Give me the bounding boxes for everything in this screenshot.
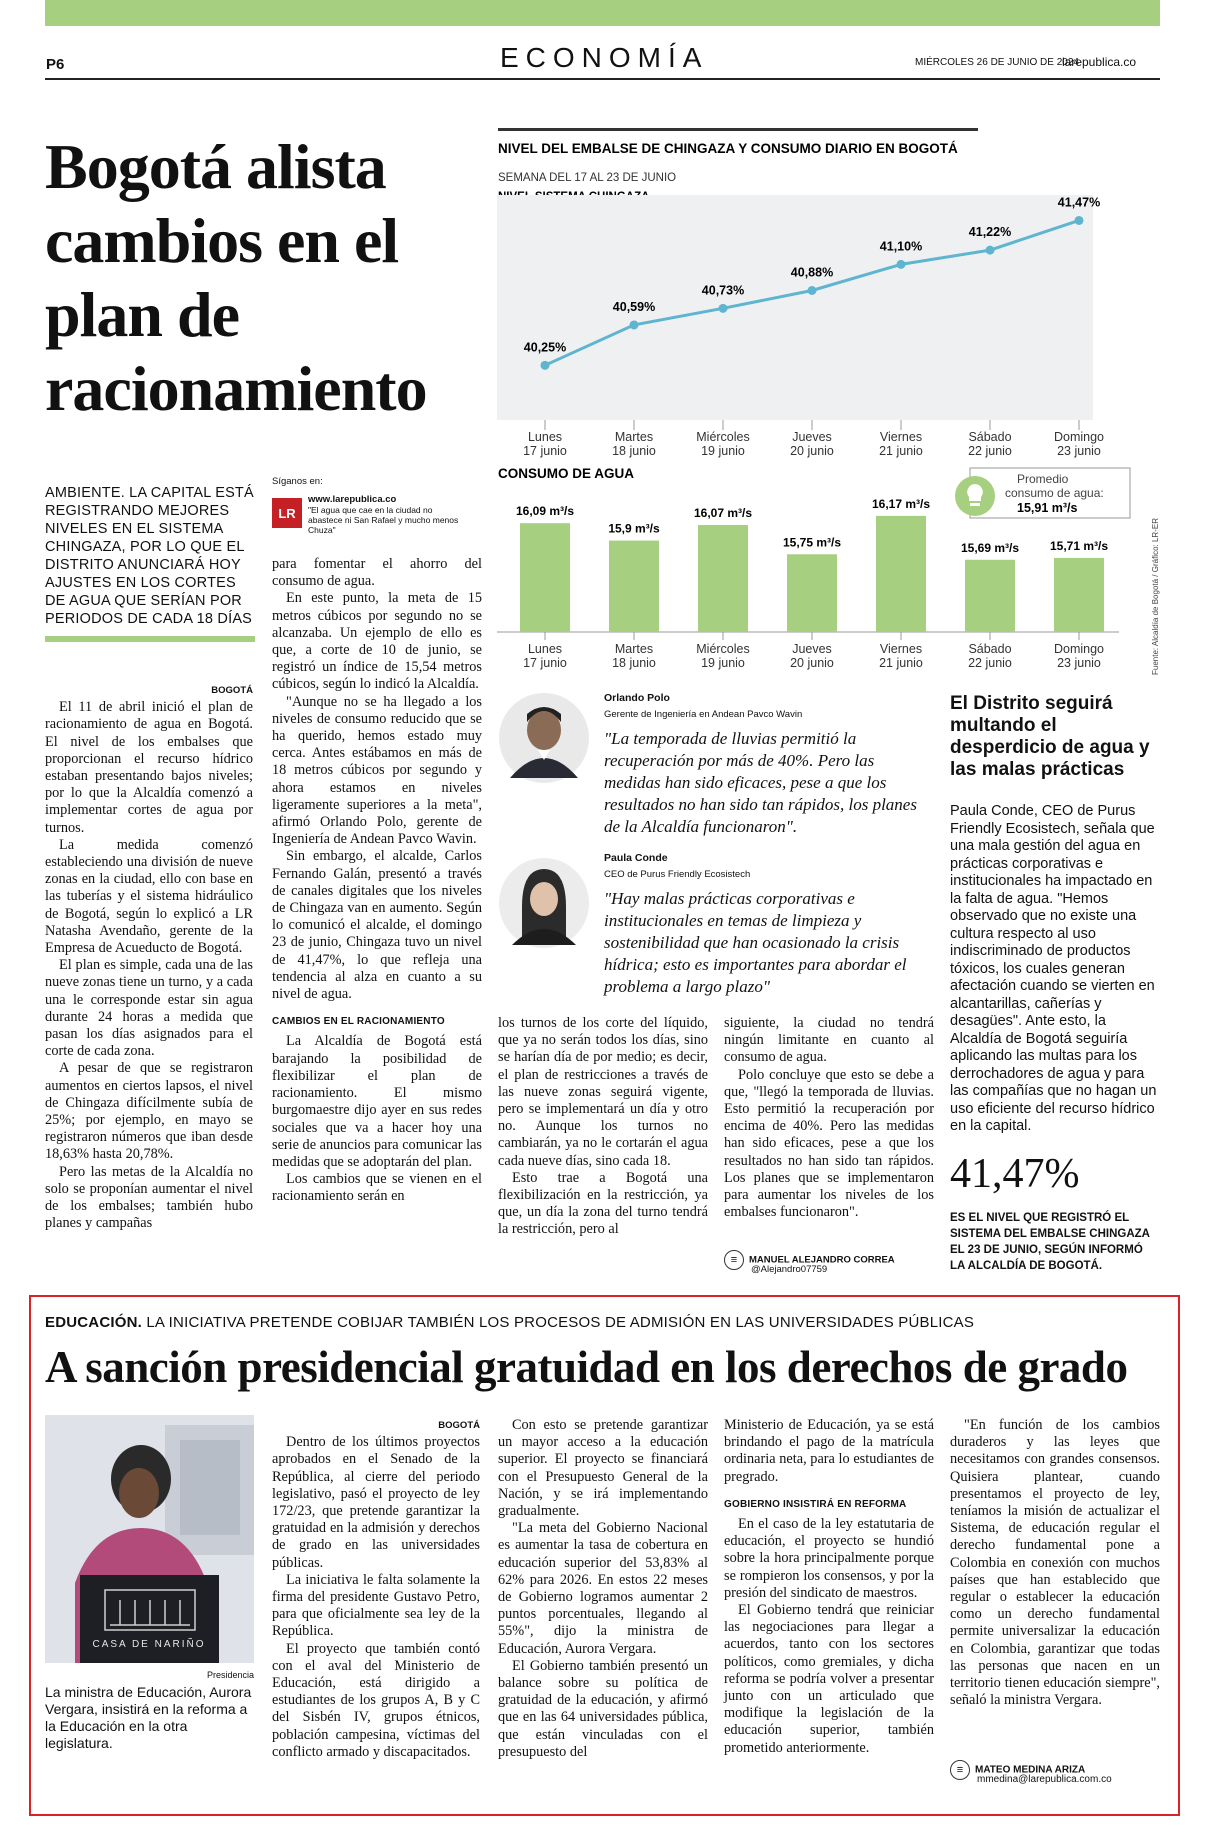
paragraph: El plan es simple, cada una de las nueve zonas tiene un turno, y a cada una le corresponde estar sin agua durante 24 horas a medida que pasan los días asignados para el corte de cada zona. bbox=[45, 957, 253, 1060]
x-tick-label: Viernes bbox=[879, 642, 923, 656]
average-label: Promedio consumo de agua: bbox=[1005, 472, 1104, 500]
paragraph: El Gobierno tendrá que reiniciar las negociaciones para llegar a acuerdos, tanto con los sectores políticos, como gremiales, y dicha reforma se podría volver a presentar junto con un articulado que modifique la legislación de la educación superior, también prometido anteriormente. bbox=[724, 1602, 934, 1756]
comment-icon: ≡ bbox=[724, 1250, 744, 1270]
quote-block-1 bbox=[604, 692, 934, 838]
portrait-icon bbox=[498, 857, 590, 949]
paragraph: Con esto se pretende garantizar un mayor acceso a la educación superior. El proyecto se financiará con el Presupuesto General de la Nación, y se irá implementando gradualmente. bbox=[498, 1417, 708, 1520]
subhead: CAMBIOS EN EL RACIONAMIENTO bbox=[272, 1016, 445, 1028]
x-tick-label: 21 junio bbox=[879, 656, 923, 670]
sidebar-big-caption: ES EL NIVEL QUE REGISTRÓ EL SISTEMA DEL EMBALSE CHINGAZA EL 23 DE JUNIO, SEGÚN INFORMÓ LA ALCALDÍA DE BOGOTÁ. bbox=[950, 1212, 1150, 1272]
edition-date: MIÉRCOLES 26 DE JUNIO DE 2024 bbox=[915, 57, 1079, 68]
bar-label: 16,07 m³/s bbox=[693, 506, 753, 521]
x-tick-label: Lunes bbox=[527, 642, 563, 656]
x-tick-label: 20 junio bbox=[790, 444, 834, 458]
paragraph: Esto trae a Bogotá una flexibilización en la restricción, ya que, un día la zona del turno tendrá la restricción, pero al bbox=[498, 1169, 708, 1238]
follow-label: Síganos en: bbox=[272, 476, 323, 487]
main-headline: Bogotá alista cambios en el plan de racionamiento bbox=[45, 131, 427, 424]
quote-role: Gerente de Ingeniería en Andean Pavco Wavin bbox=[604, 709, 803, 720]
paragraph: El proyecto que también contó con el aval del Ministerio de Educación, está dirigido a estudiantes de los grupos A, B y C del Sisbén IV, grupos étnicos, población campesina, víctimas del conflicto armado y discapacitados. bbox=[272, 1640, 480, 1760]
data-point bbox=[630, 320, 639, 329]
x-tick-label: 18 junio bbox=[612, 656, 656, 670]
paragraph: En este punto, la meta de 15 metros cúbicos por segundo no se alcanzaba. Un ejemplo de ello es que, a corte de 10 de junio, se registró un índice de 15,54 metros cúbicos, según lo indicó la Alcaldía. bbox=[272, 590, 482, 693]
bar-label: 15,9 m³/s bbox=[608, 521, 660, 536]
data-label: 41,47% bbox=[1057, 195, 1101, 210]
x-tick-label: Domingo bbox=[1053, 642, 1105, 656]
x-tick-label: Sábado bbox=[968, 642, 1012, 656]
chart-title: NIVEL DEL EMBALSE DE CHINGAZA Y CONSUMO DIARIO EN BOGOTÁ bbox=[498, 141, 958, 156]
data-point bbox=[541, 361, 550, 370]
water-consumption-chart bbox=[495, 460, 1175, 690]
x-tick-label: 18 junio bbox=[612, 444, 656, 458]
paragraph: "La meta del Gobierno Nacional es aumentar la tasa de cobertura en educación superior del 53,83% al 62% para 2026. En estos 22 meses de Gobierno logramos aumentar 2 puntos porcentuales, llegando al 55%", dijo la ministra de Educación, Aurora Vergara. bbox=[498, 1520, 708, 1657]
average-value: 15,91 m³/s bbox=[1017, 501, 1078, 515]
paragraph: El 11 de abril inició el plan de racionamiento de agua en Bogotá. El nivel de los embalses que proporcionan el recurso hídrico estaban presentando bajos niveles; por lo que la Alcaldía comenzó a implementar cortes de agua por turnos. bbox=[45, 699, 253, 836]
chingaza-level-chart bbox=[495, 125, 1125, 458]
article-column-3 bbox=[498, 1015, 708, 1239]
data-label: 40,88% bbox=[790, 265, 834, 280]
chart-subtitle: SEMANA DEL 17 AL 23 DE JUNIO bbox=[498, 172, 677, 184]
x-tick-label: Domingo bbox=[1053, 430, 1105, 444]
article-author bbox=[724, 1250, 934, 1275]
x-axis-labels bbox=[523, 420, 1104, 458]
dateline-location: BOGOTÁ bbox=[438, 1420, 480, 1431]
bar bbox=[965, 560, 1015, 632]
author-name: MANUEL ALEJANDRO CORREA bbox=[749, 1254, 895, 1266]
x-tick-label: Lunes bbox=[527, 430, 563, 444]
data-label: 41,22% bbox=[968, 225, 1012, 240]
article-column-4 bbox=[724, 1015, 934, 1221]
data-label: 40,73% bbox=[701, 283, 745, 298]
chart-top-rule bbox=[498, 128, 978, 131]
paragraph: A pesar de que se registraron aumentos en ciertos lapsos, el nivel de Chingaza difícilmente subía de 25%; por ejemplo, en mayo se registraron números que iban desde 18,63% hasta 20,78%. bbox=[45, 1060, 253, 1163]
article-lead bbox=[45, 484, 255, 628]
avatar-paula-conde bbox=[498, 857, 590, 949]
data-point bbox=[986, 246, 995, 255]
paragraph: "En función de los cambios duraderos y las leyes que necesitamos con grandes consensos. Quisiera plantear, cuando presentamos el proyecto de ley, teníamos la misión de actualizar el Sistema, de educación regular el derecho fundamental pone a Colombia en conexión con muchos países que han establecido que regular o establecer la educación como un derecho fundamental permite universalizar la educación en Colombia, garantizar que todas las personas que nacen en un territorio tienen educación siempre", señaló la ministra Vergara. bbox=[950, 1417, 1160, 1709]
lead-rule bbox=[45, 636, 255, 642]
chart-source: Fuente: Alcaldía de Bogotá / Gráfico: LR-ER bbox=[1151, 518, 1160, 675]
paragraph: Sin embargo, el alcalde, Carlos Fernando Galán, presentó a través de canales digitales que los niveles de Chingaza van en aumento. Según lo comunicó el alcalde, el domingo 23 de junio, Chingaza tuvo un nivel de 41,47%, lo que refleja una tendencia al alza en cuanto a su nivel de agua. bbox=[272, 848, 482, 1003]
education-kicker bbox=[45, 1314, 974, 1331]
bar-label: 15,71 m³/s bbox=[1049, 538, 1109, 553]
data-label: 41,10% bbox=[879, 239, 923, 254]
paragraph: El Gobierno también presentó un balance sobre su política de gratuidad de la educación, y afirmó que en las 64 universidades pública, que están vinculadas con el presupuesto del bbox=[498, 1657, 708, 1760]
x-tick-label: 17 junio bbox=[523, 444, 567, 458]
sidebar-big-number: 41,47% bbox=[950, 1151, 1080, 1197]
avatar-orlando-polo bbox=[498, 692, 590, 784]
x-tick-label: Martes bbox=[614, 642, 654, 656]
sidebar-headline: El Distrito seguirá multando el desperdicio de agua y las malas prácticas bbox=[950, 693, 1150, 780]
education-column-2 bbox=[498, 1417, 708, 1761]
paragraph: "Aunque no se ha llegado a los niveles de consumo reducido que se ha querido, hemos estado muy cerca. Antes estábamos en más de 18 metros cúbicos por segundo y ahora estamos en niveles ligeramente superiores a la meta", afirmó Orlando Polo, gerente de Ingeniería de Andean Pavco Wavin. bbox=[272, 693, 482, 848]
bar bbox=[520, 523, 570, 632]
header-rule bbox=[45, 78, 1160, 80]
quote-name: Paula Conde bbox=[604, 852, 668, 864]
quote-text: "La temporada de lluvias permitió la recuperación por más de 40%. Pero las medidas han sido eficaces, pese a que los resultados no han sido tan rápidos, los planes de la Alcaldía funcionaron". bbox=[604, 729, 917, 836]
data-point bbox=[808, 286, 817, 295]
paragraph: Polo concluye que esto se debe a que, "llegó la temporada de lluvias. Esto permitió la recuperación por encima de 40%. Pero las medidas han sido eficaces, pese a que los resultados no han sido tan rápidos. Los planes que se implementaron para aumentar los niveles de los embalses funcionaron". bbox=[724, 1066, 934, 1221]
bar-label: 16,09 m³/s bbox=[515, 504, 575, 519]
portrait-icon bbox=[498, 692, 590, 784]
paragraph: La Alcaldía de Bogotá está barajando la posibilidad de flexibilizar el plan de racionamiento. El mismo burgomaestre dijo ayer en sus redes sociales que va a hacer hoy una serie de anuncios para comunicar las medidas que se adoptarán del plan. bbox=[272, 1033, 482, 1170]
bar-chart-title: CONSUMO DE AGUA bbox=[498, 466, 635, 481]
dateline-location: BOGOTÁ bbox=[211, 685, 253, 696]
data-point bbox=[719, 304, 728, 313]
photo-illustration bbox=[45, 1415, 254, 1663]
kicker-text: LA INICIATIVA PRETENDE COBIJAR TAMBIÉN LOS PROCESOS DE ADMISIÓN EN LAS UNIVERSIDADES PÚBLICAS bbox=[146, 1314, 975, 1331]
data-label: 40,25% bbox=[523, 340, 567, 355]
line-area-group bbox=[497, 195, 1100, 420]
x-tick-label: Viernes bbox=[879, 430, 923, 444]
data-point bbox=[1075, 216, 1084, 225]
paragraph: Pero las metas de la Alcaldía no solo se proponían aumentar el nivel de los embalses; también hubo planes y campañas bbox=[45, 1163, 253, 1232]
paragraph: para fomentar el ahorro del consumo de agua. bbox=[272, 556, 482, 590]
bar-label: 15,75 m³/s bbox=[782, 535, 842, 550]
top-color-bar bbox=[45, 0, 1160, 26]
x-tick-label: Miércoles bbox=[696, 642, 750, 656]
paragraph: Dentro de los últimos proyectos aprobados en el Senado de la República, al cierre del periodo legislativo, pasó el proyecto de ley 172/23, que pretende garantizar la gratuidad en la admisión y derechos de grado en las universidades públicas. bbox=[272, 1434, 480, 1571]
bar-x-axis-labels bbox=[523, 632, 1104, 670]
data-label: 40,59% bbox=[612, 299, 656, 314]
podium-text: CASA DE NARIÑO bbox=[92, 1639, 206, 1650]
subhead: GOBIERNO INSISTIRÁ EN REFORMA bbox=[724, 1498, 907, 1510]
x-tick-label: 23 junio bbox=[1057, 444, 1101, 458]
paragraph: Los cambios que se vienen en el racionamiento serán en bbox=[272, 1171, 482, 1205]
page-number: P6 bbox=[46, 56, 65, 73]
quote-name: Orlando Polo bbox=[604, 692, 670, 704]
photo-credit: Presidencia bbox=[206, 1670, 254, 1680]
bars-group bbox=[497, 497, 1119, 632]
lightbulb-icon bbox=[955, 476, 995, 516]
education-column-1 bbox=[272, 1417, 480, 1761]
x-tick-label: Jueves bbox=[792, 430, 832, 444]
x-tick-label: 20 junio bbox=[790, 656, 834, 670]
x-tick-label: 19 junio bbox=[701, 444, 745, 458]
social-teaser: "El agua que cae en la ciudad no abastece ni San Rafael y mucho menos Chuza" bbox=[308, 505, 459, 535]
author-name: MATEO MEDINA ARIZA bbox=[975, 1764, 1086, 1776]
x-tick-label: 23 junio bbox=[1057, 656, 1101, 670]
x-tick-label: Sábado bbox=[968, 430, 1012, 444]
paragraph: En el caso de la ley estatutaria de educación, el proyecto se hundió sobre la hora principalmente porque se rompieron los consensos, y por la presión del sindicato de maestros. bbox=[724, 1516, 934, 1601]
bar-label: 16,17 m³/s bbox=[871, 496, 931, 511]
x-tick-label: 19 junio bbox=[701, 656, 745, 670]
education-column-4 bbox=[950, 1417, 1160, 1709]
bar-label: 15,69 m³/s bbox=[960, 540, 1020, 555]
education-headline: A sanción presidencial gratuidad en los derechos de grado bbox=[45, 1342, 1128, 1392]
paragraph: La iniciativa le falta solamente la firma del presidente Gustavo Petro, para que oficialmente sea ley de la República. bbox=[272, 1571, 480, 1640]
data-point bbox=[897, 260, 906, 269]
comment-icon: ≡ bbox=[950, 1760, 970, 1780]
author-handle[interactable]: @Alejandro07759 bbox=[751, 1264, 828, 1275]
lead-text: AMBIENTE. LA CAPITAL ESTÁ REGISTRANDO MEJORES NIVELES EN EL SISTEMA CHINGAZA, POR LO QUE EL DISTRITO ANUNCIARÁ HOY AJUSTES EN LOS CORTES DE AGUA QUE SERÍAN POR PERIODOS DE CADA 18 DÍAS bbox=[45, 485, 254, 627]
paragraph: La medida comenzó estableciendo una división de nueve zonas en la ciudad, ello con base en las tuberías y el sistema hidráulico de Bogotá, según lo explicó a LR Natasha Avendaño, gerente de la Empresa de Acueducto de Bogotá. bbox=[45, 836, 253, 957]
author-email[interactable]: mmedina@larepublica.com.co bbox=[977, 1774, 1112, 1785]
x-tick-label: 22 junio bbox=[968, 444, 1012, 458]
x-tick-label: Martes bbox=[614, 430, 654, 444]
x-tick-label: 17 junio bbox=[523, 656, 567, 670]
bar bbox=[1054, 558, 1104, 632]
quote-text: "Hay malas prácticas corporativas e institucionales en temas de limpieza y sostenibilidad que han ocasionado la crisis hídrica; esto es importantes para abordar el problema a largo plazo" bbox=[604, 889, 907, 996]
bar bbox=[698, 525, 748, 632]
x-tick-label: Jueves bbox=[792, 642, 832, 656]
paragraph: Ministerio de Educación, ya se está brindando el pago de la matrícula ordinaria neta, para lo estudiantes de pregrado. bbox=[724, 1417, 934, 1485]
paragraph: los turnos de los corte del líquido, que ya no serán todos los días, sino se harían día de por medio; es decir, el plan de restricciones a través de las nueve zonas seguirá vigente, pero se implementará un día y otro no. Aunque los turnos no cambiarán, ya no le cortarán el agua cada nueve días, sino cada 18. bbox=[498, 1015, 708, 1169]
x-tick-label: Miércoles bbox=[696, 430, 750, 444]
social-url[interactable]: www.larepublica.co bbox=[308, 493, 397, 505]
article-column-1 bbox=[45, 682, 253, 1233]
minister-photo bbox=[45, 1415, 254, 1663]
quote-role: CEO de Purus Friendly Ecosistech bbox=[604, 869, 751, 880]
education-column-3 bbox=[724, 1417, 934, 1757]
section-title: ECONOMÍA bbox=[500, 42, 709, 73]
quote-block-2 bbox=[604, 852, 934, 998]
bar bbox=[876, 516, 926, 632]
site-link[interactable]: larepublica.co bbox=[1062, 55, 1137, 69]
lr-logo: LR bbox=[272, 498, 302, 528]
education-author bbox=[950, 1760, 1160, 1785]
bar bbox=[787, 554, 837, 632]
paragraph: siguiente, la ciudad no tendrá ningún limitante en cuanto al consumo de agua. bbox=[724, 1015, 934, 1066]
kicker-tag: EDUCACIÓN. bbox=[45, 1314, 143, 1331]
x-tick-label: 22 junio bbox=[968, 656, 1012, 670]
bar bbox=[609, 541, 659, 632]
photo-caption: La ministra de Educación, Aurora Vergara, insistirá en la reforma a la Educación en la otra legislatura. bbox=[45, 1684, 252, 1751]
article-column-2 bbox=[272, 556, 482, 1206]
sidebar-body: Paula Conde, CEO de Purus Friendly Ecosistech, señala que una mala gestión del agua en prácticas corporativas e institucionales ha impactado en la falta de agua. "Hemos observado que no existe una cultura respecto al uso indiscriminado de productos tóxicos, los cuales generan afectación cuando se vierten en alcantarillas, cañerías y desagües". Ante esto, la Alcaldía de Bogotá seguiría aplicando las multas para los derrochadores de agua y para las compañías que no hagan un uso eficiente del recurso hídrico en la capital. bbox=[950, 803, 1157, 1134]
x-tick-label: 21 junio bbox=[879, 444, 923, 458]
